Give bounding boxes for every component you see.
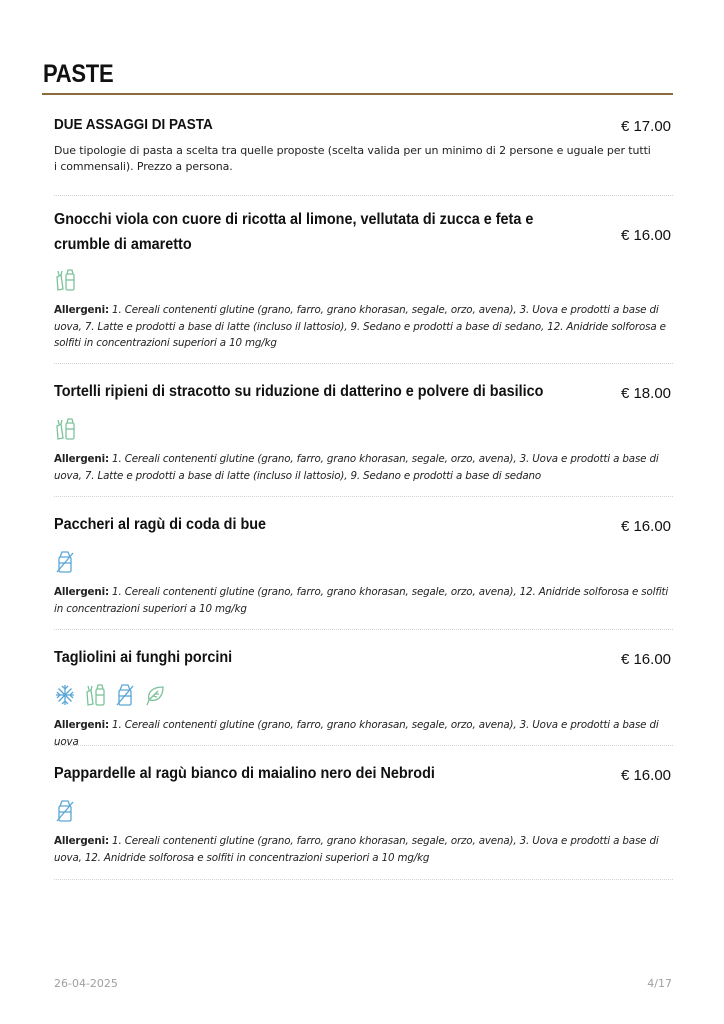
vegan-icon bbox=[144, 683, 166, 707]
allergens-list: 1. Cereali contenenti glutine (grano, farro, grano khorasan, segale, orzo, avena), 3. Uova e prodotti a base di uova bbox=[54, 719, 659, 748]
allergens-label: Allergeni: bbox=[54, 304, 109, 316]
allergens-list: 1. Cereali contenenti glutine (grano, farro, grano khorasan, segale, orzo, avena), 3. Uova e prodotti a base di uova, 7. Latte e prodotti a base di latte (incluso il lattosio), 9. Sedano e prodotti a base di sedano, 12. Anidride solforosa e solfiti in concentrazioni superiori a 10 mg/kg bbox=[54, 304, 666, 349]
vegetarian-icon bbox=[54, 417, 76, 441]
item-name: Gnocchi viola con cuore di ricotta al limone, vellutata di zucca e feta e crumble di amaretto bbox=[54, 211, 534, 253]
item-divider bbox=[54, 496, 673, 497]
item-price: € 16.00 bbox=[620, 227, 671, 244]
allergens-text bbox=[54, 584, 670, 617]
menu-item bbox=[54, 207, 673, 352]
menu-item bbox=[54, 379, 673, 484]
diet-icons bbox=[54, 550, 673, 574]
item-divider bbox=[54, 363, 673, 364]
footer-date: 26-04-2025 bbox=[54, 977, 118, 990]
item-name: Pappardelle al ragù bianco di maialino nero dei Nebrodi bbox=[54, 765, 435, 782]
item-price: € 17.00 bbox=[620, 118, 671, 135]
allergens-text bbox=[54, 833, 670, 866]
item-name: DUE ASSAGGI DI PASTA bbox=[54, 116, 213, 133]
lactose-free-icon bbox=[54, 799, 76, 823]
lactose-free-icon bbox=[54, 550, 76, 574]
allergens-label: Allergeni: bbox=[54, 586, 109, 598]
item-description: Due tipologie di pasta a scelta tra quelle proposte (scelta valida per un minimo di 2 persone e uguale per tutti i commensali). Prezzo a persona. bbox=[54, 144, 651, 173]
allergens-label: Allergeni: bbox=[54, 835, 109, 847]
item-price: € 16.00 bbox=[620, 651, 671, 668]
menu-item bbox=[54, 645, 673, 750]
item-divider bbox=[54, 879, 673, 880]
vegetarian-icon bbox=[84, 683, 106, 707]
allergens-list: 1. Cereali contenenti glutine (grano, farro, grano khorasan, segale, orzo, avena), 3. Uova e prodotti a base di uova, 12. Anidride solforosa e solfiti in concentrazioni superiori a 10 mg/kg bbox=[54, 835, 659, 864]
allergens-list: 1. Cereali contenenti glutine (grano, farro, grano khorasan, segale, orzo, avena), 3. Uova e prodotti a base di uova, 7. Latte e prodotti a base di latte (incluso il lattosio), 9. Sedano e prodotti a base di sedano bbox=[54, 453, 659, 482]
diet-icons bbox=[54, 683, 673, 707]
item-name: Tortelli ripieni di stracotto su riduzione di datterino e polvere di basilico bbox=[54, 383, 544, 400]
vegetarian-icon bbox=[54, 268, 76, 292]
section-divider bbox=[42, 93, 673, 95]
item-divider bbox=[54, 745, 673, 746]
item-name: Tagliolini ai funghi porcini bbox=[54, 649, 233, 666]
allergens-list: 1. Cereali contenenti glutine (grano, farro, grano khorasan, segale, orzo, avena), 12. Anidride solforosa e solfiti in concentrazioni superiori a 10 mg/kg bbox=[54, 586, 669, 615]
lactose-free-icon bbox=[114, 683, 136, 707]
item-price: € 16.00 bbox=[620, 518, 671, 535]
allergens-text bbox=[54, 302, 670, 352]
allergens-text bbox=[54, 451, 670, 484]
diet-icons bbox=[54, 268, 673, 292]
menu-item bbox=[54, 761, 673, 866]
item-name: Paccheri al ragù di coda di bue bbox=[54, 516, 267, 533]
item-price: € 18.00 bbox=[620, 385, 671, 402]
page-number: 4/17 bbox=[647, 977, 672, 990]
item-price: € 16.00 bbox=[620, 767, 671, 784]
menu-item bbox=[54, 112, 673, 175]
allergens-label: Allergeni: bbox=[54, 719, 109, 731]
menu-item bbox=[54, 512, 673, 617]
item-divider bbox=[54, 629, 673, 630]
frozen-icon bbox=[54, 683, 76, 707]
diet-icons bbox=[54, 799, 673, 823]
allergens-label: Allergeni: bbox=[54, 453, 109, 465]
item-divider bbox=[54, 195, 673, 196]
section-title: PASTE bbox=[43, 60, 114, 88]
diet-icons bbox=[54, 417, 673, 441]
